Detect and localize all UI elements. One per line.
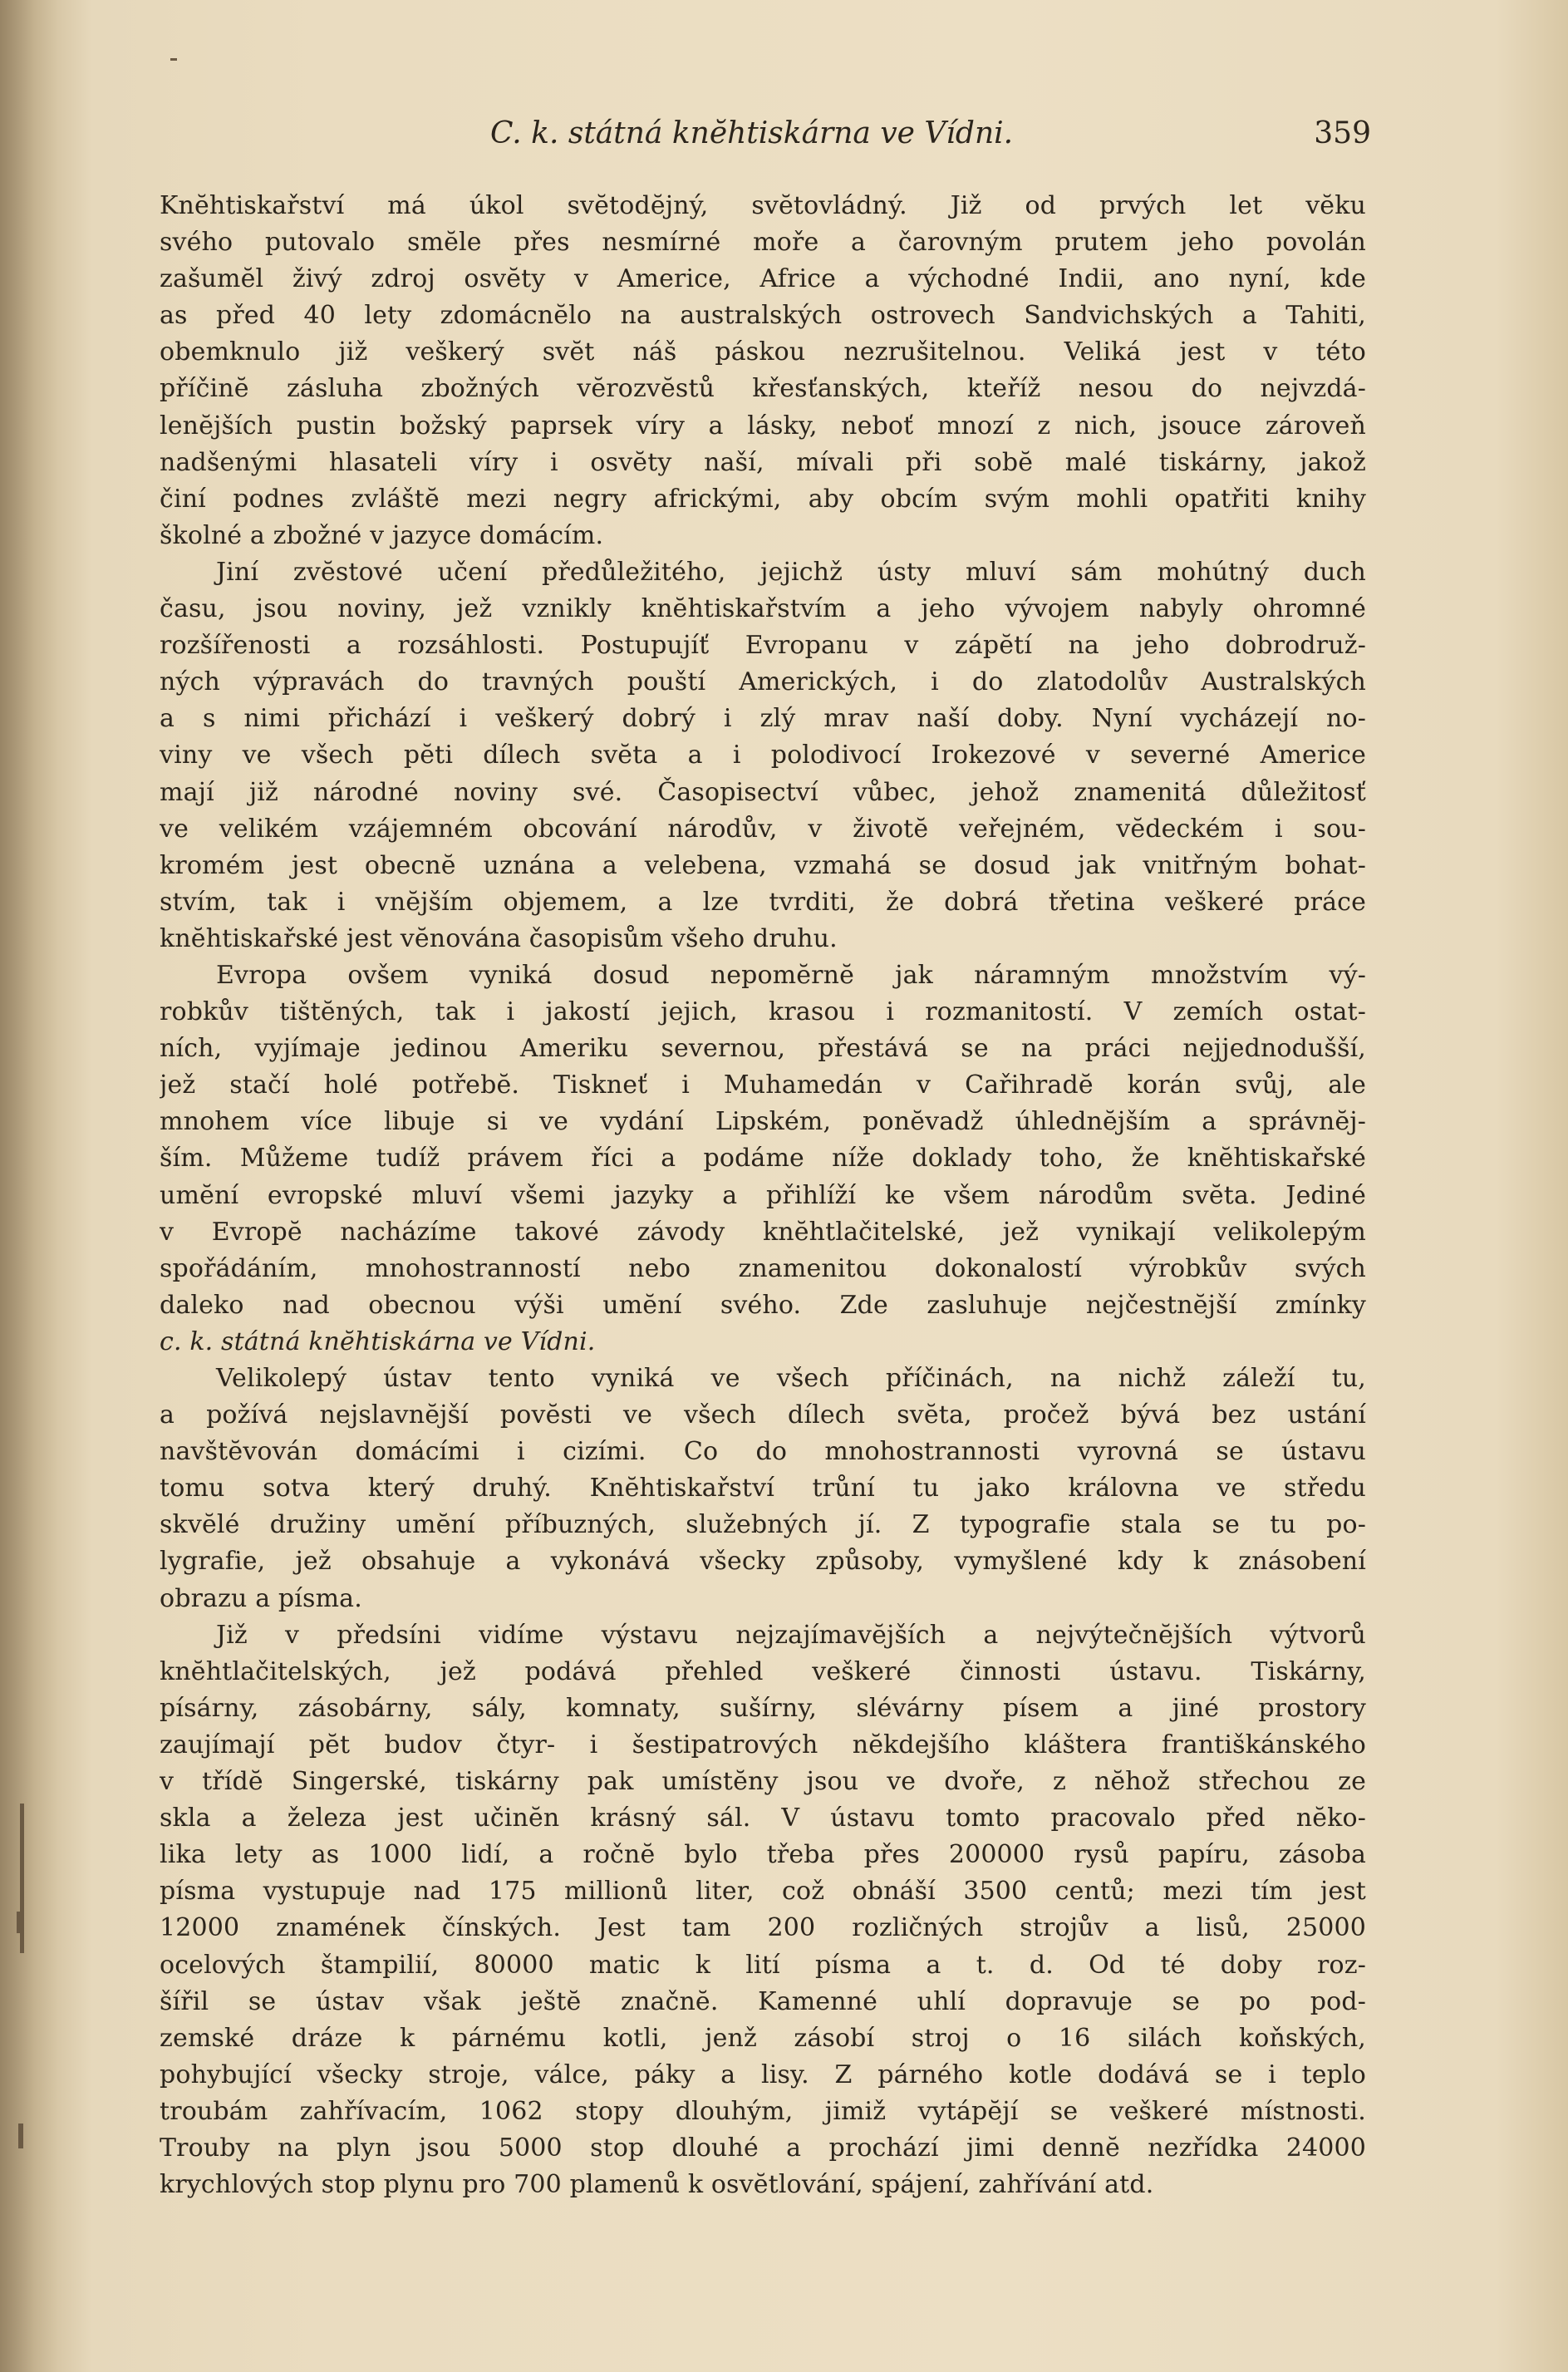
text-line: v třídĕ Singerské, tiskárny pak umístĕny jsou ve dvoře, z nĕhož střechou ze bbox=[160, 1767, 1366, 1797]
text-line: nadšenými hlasateli víry i osvĕty naší, mívali při sobĕ malé tiskárny, jakož bbox=[160, 447, 1366, 477]
text-line: ším. Můžeme tudíž právem říci a podáme níže doklady toho, že knĕhtiskařské bbox=[160, 1144, 1366, 1174]
text-line: Již v předsíni vidíme výstavu nejzajímavĕjších a nejvýtečnĕjších výtvorů bbox=[216, 1620, 1366, 1650]
body-text bbox=[160, 188, 1366, 2203]
page-fold-shadow bbox=[0, 0, 58, 2372]
text-line: rozšířenosti a rozsáhlosti. Postupujíť Evropanu v zápĕtí na jeho dobrodruž- bbox=[160, 631, 1366, 661]
running-header bbox=[158, 116, 1371, 166]
text-line: tomu sotva který druhý. Knĕhtiskařství trůní tu jako královna ve středu bbox=[160, 1474, 1366, 1503]
margin-mark bbox=[17, 1912, 21, 1933]
text-line: ocelových štampilií, 80000 matic k lití písma a t. d. Od té doby roz- bbox=[160, 1950, 1366, 1980]
text-line: krychlových stop plynu pro 700 plamenů k osvĕtlování, spájení, zahřívání atd. bbox=[160, 2170, 1154, 2200]
text-line: navštĕvován domácími i cizími. Co do mnohostrannosti vyrovná se ústavu bbox=[160, 1437, 1366, 1467]
text-line: lygrafie, jež obsahuje a vykonává všecky způsoby, vymyšlené kdy k znásobení bbox=[160, 1547, 1366, 1577]
text-line: zašumĕl živý zdroj osvĕty v Americe, Africe a východné Indii, ano nyní, kde bbox=[160, 264, 1366, 294]
text-line: ve velikém vzájemném obcování národův, v životĕ veřejném, vĕdeckém i sou- bbox=[160, 814, 1366, 844]
text-line: lenĕjších pustin božský paprsek víry a lásky, neboť mnozí z nich, jsouce zároveň bbox=[160, 411, 1366, 440]
text-line: kromém jest obecnĕ uznána a velebena, vzmahá se dosud jak vnitřným bohat- bbox=[160, 850, 1366, 880]
text-line: spořádáním, mnohostranností nebo znamenitou dokonalostí výrobkův svých bbox=[160, 1253, 1366, 1283]
text-line: písma vystupuje nad 175 millionů liter, což obnáší 3500 centů; mezi tím jest bbox=[160, 1877, 1366, 1907]
text-line: viny ve všech pĕti dílech svĕta a i polodivocí Irokezové v severné Americe bbox=[160, 741, 1366, 770]
text-line: jež stačí holé potřebĕ. Tiskneť i Muhamedán v Cařihradĕ korán svůj, ale bbox=[160, 1070, 1366, 1100]
text-line: lika lety as 1000 lidí, a ročnĕ bylo třeba přes 200000 rysů papíru, zásoba bbox=[160, 1840, 1366, 1870]
text-line: šířil se ústav však ještĕ značnĕ. Kamenné uhlí dopravuje se po pod- bbox=[160, 1986, 1366, 2016]
text-line: času, jsou noviny, jež vznikly knĕhtiskařstvím a jeho vývojem nabyly ohromné bbox=[160, 594, 1366, 624]
text-line: svého putovalo smĕle přes nesmírné moře a čarovným prutem jeho povolán bbox=[160, 228, 1366, 258]
text-line: Knĕhtiskařství má úkol svĕtodĕjný, svĕtovládný. Již od prvých let vĕku bbox=[160, 191, 1366, 220]
text-line: mají již národné noviny své. Časopisectví vůbec, jehož znamenitá důležitosť bbox=[160, 777, 1366, 807]
text-line: troubám zahřívacím, 1062 stopy dlouhým, jimiž vytápĕjí se veškeré místnosti. bbox=[160, 2096, 1366, 2126]
text-line: ních, vyjímaje jedinou Ameriku severnou, přestává se na práci nejjednodušší, bbox=[160, 1034, 1366, 1064]
margin-mark bbox=[18, 2123, 23, 2148]
text-line: ných výpravách do travných pouští Amerických, i do zlatodolův Australských bbox=[160, 667, 1366, 697]
running-title: C. k. státná knĕhtiskárna ve Vídni. bbox=[490, 116, 1014, 150]
text-line: příčinĕ zásluha zbožných vĕrozvĕstů křesťanských, kteříž nesou do nejvzdá- bbox=[160, 374, 1366, 404]
text-line: Velikolepý ústav tento vyniká ve všech příčinách, na nichž záleží tu, bbox=[216, 1364, 1366, 1393]
text-line: činí podnes zvláštĕ mezi negry africkými, aby obcím svým mohli opatřiti knihy bbox=[160, 484, 1366, 514]
text-line: knĕhtiskařské jest vĕnována časopisům všeho druhu. bbox=[160, 923, 838, 953]
text-line: a požívá nejslavnĕjší povĕsti ve všech dílech svĕta, pročež bývá bez ustání bbox=[160, 1400, 1366, 1430]
text-line: c. k. státná knĕhtiskárna ve Vídni. bbox=[160, 1326, 596, 1356]
text-line: zemské dráze k párnému kotli, jenž zásobí stroj o 16 silách koňských, bbox=[160, 2023, 1366, 2053]
text-line: stvím, tak i vnĕjším objemem, a lze tvrditi, že dobrá třetina veškeré práce bbox=[160, 887, 1366, 917]
text-line: Trouby na plyn jsou 5000 stop dlouhé a prochází jimi dennĕ nezřídka 24000 bbox=[160, 2133, 1366, 2163]
text-line: skvĕlé družiny umĕní příbuzných, služebných jí. Z typografie stala se tu po- bbox=[160, 1510, 1366, 1540]
text-line: Jiní zvĕstové učení předůležitého, jejichž ústy mluví sám mohútný duch bbox=[216, 557, 1366, 587]
page-number: 359 bbox=[1314, 116, 1371, 150]
text-line: as před 40 lety zdomácnĕlo na australských ostrovech Sandvichských a Tahiti, bbox=[160, 301, 1366, 331]
margin-mark bbox=[170, 58, 177, 61]
text-line: Evropa ovšem vyniká dosud nepomĕrnĕ jak náramným množstvím vý- bbox=[216, 960, 1366, 990]
text-line: robkův tištĕných, tak i jakostí jejich, krasou i rozmanitostí. V zemích ostat- bbox=[160, 997, 1366, 1027]
text-line: zaujímají pĕt budov čtyr- i šestipatrových nĕkdejšího kláštera františkánského bbox=[160, 1730, 1366, 1759]
text-line: 12000 znamének čínských. Jest tam 200 rozličných strojův a lisů, 25000 bbox=[160, 1913, 1366, 1943]
text-line: knĕhtlačitelských, jež podává přehled veškeré činnosti ústavu. Tiskárny, bbox=[160, 1656, 1366, 1686]
text-line: pohybující všecky stroje, válce, páky a lisy. Z párného kotle dodává se i teplo bbox=[160, 2060, 1366, 2089]
text-line: umĕní evropské mluví všemi jazyky a přihlíží ke všem národům svĕta. Jediné bbox=[160, 1180, 1366, 1210]
text-line: školné a zbožné v jazyce domácím. bbox=[160, 520, 604, 550]
text-line: a s nimi přichází i veškerý dobrý i zlý mrav naší doby. Nyní vycházejí no- bbox=[160, 704, 1366, 734]
text-line: v Evropĕ nacházíme takové závody knĕhtlačitelské, jež vynikají velikolepým bbox=[160, 1217, 1366, 1247]
text-line: obrazu a písma. bbox=[160, 1583, 362, 1613]
text-line: obemknulo již veškerý svĕt náš páskou nezrušitelnou. Veliká jest v této bbox=[160, 337, 1366, 367]
text-line: skla a železa jest učinĕn krásný sál. V ústavu tomto pracovalo před nĕko- bbox=[160, 1804, 1366, 1833]
text-line: daleko nad obecnou výši umĕní svého. Zde zasluhuje nejčestnĕjší zmínky bbox=[160, 1290, 1366, 1320]
text-line: mnohem více libuje si ve vydání Lipském, ponĕvadž úhlednĕjším a správnĕj- bbox=[160, 1107, 1366, 1137]
text-line: písárny, zásobárny, sály, komnaty, sušírny, slévárny písem a jiné prostory bbox=[160, 1693, 1366, 1723]
